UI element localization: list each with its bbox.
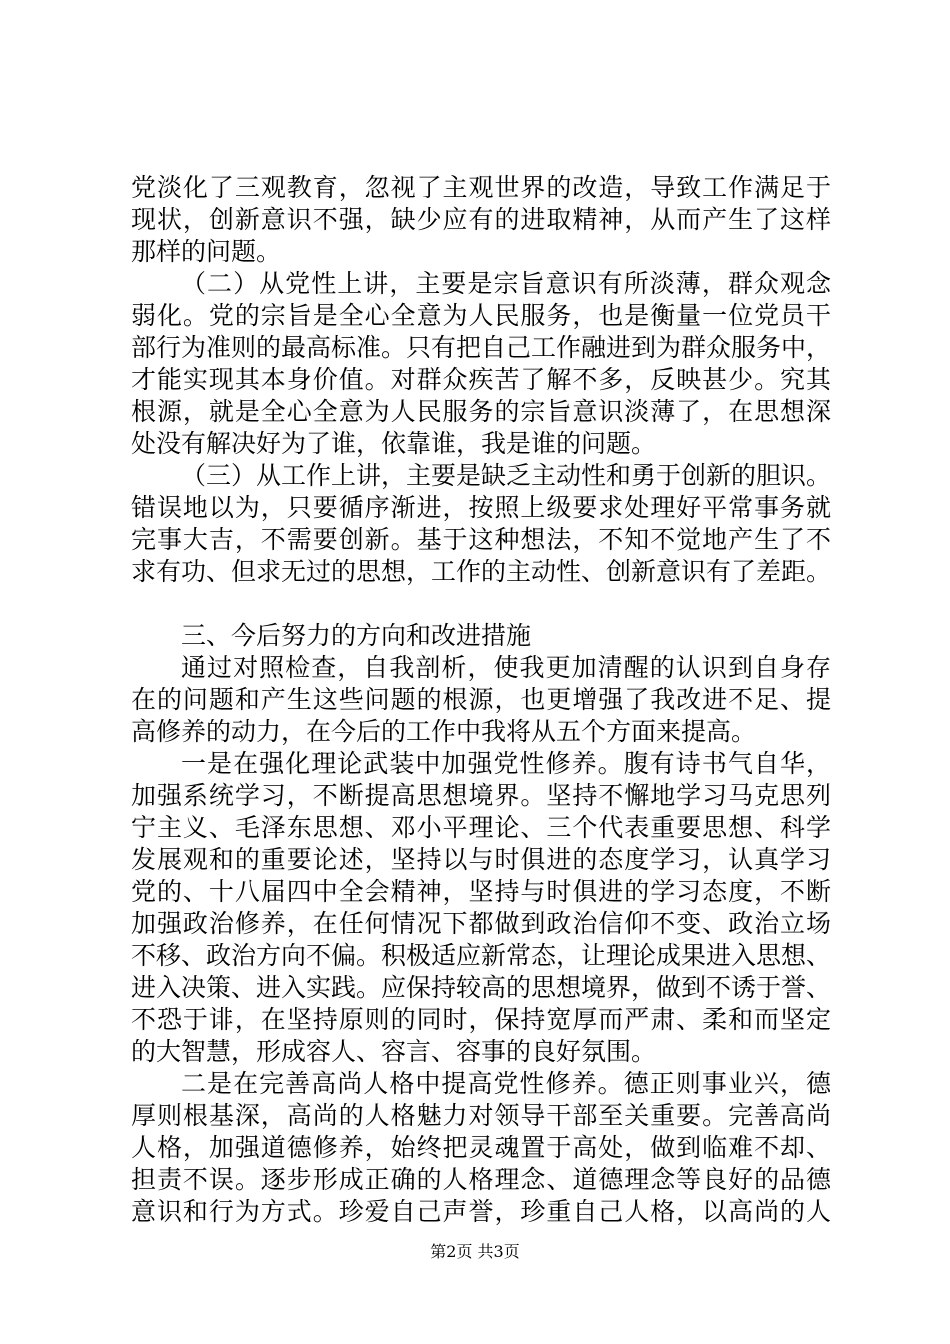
text-line: 加强政治修养，在任何情况下都做到政治信仰不变、政治立场 — [131, 909, 831, 938]
text-line: 加强系统学习，不断提高思想境界。坚持不懈地学习马克思列 — [131, 781, 831, 810]
text-line: 弱化。党的宗旨是全心全意为人民服务，也是衡量一位党员干 — [131, 301, 831, 330]
paragraph-intro-measures — [131, 652, 831, 748]
paragraph-continuation — [131, 172, 831, 268]
text-line: 处没有解决好为了谁，依靠谁，我是谁的问题。 — [131, 429, 657, 458]
text-line: 根源，就是全心全意为人民服务的宗旨意识淡薄了，在思想深 — [131, 397, 831, 426]
text-line: （二）从党性上讲，主要是宗旨意识有所淡薄，群众观念 — [181, 269, 831, 298]
text-line: 意识和行为方式。珍爱自己声誉，珍重自己人格，以高尚的人 — [131, 1197, 831, 1226]
text-line: 完事大吉，不需要创新。基于这种想法，不知不觉地产生了不 — [131, 525, 831, 554]
text-line: 的大智慧，形成容人、容言、容事的良好氛围。 — [131, 1037, 657, 1066]
text-line: 现状，创新意识不强，缺少应有的进取精神，从而产生了这样 — [131, 205, 831, 234]
text-line: 不移、政治方向不偏。积极适应新常态，让理论成果进入思想、 — [131, 941, 832, 970]
text-line: 二是在完善高尚人格中提高党性修养。德正则事业兴，德 — [181, 1069, 831, 1098]
heading-text: 三、今后努力的方向和改进措施 — [181, 621, 532, 650]
page-number-footer: 第2页 共3页 — [430, 1242, 520, 1261]
text-line: 通过对照检查，自我剖析，使我更加清醒的认识到自身存 — [181, 653, 831, 682]
paragraph-work — [131, 460, 831, 588]
text-line: 一是在强化理论武装中加强党性修养。腹有诗书气自华， — [181, 749, 831, 778]
paragraph-theory — [131, 748, 831, 1068]
text-line: 求有功、但求无过的思想，工作的主动性、创新意识有了差距。 — [131, 557, 832, 586]
text-line: 党的、十八届四中全会精神，坚持与时俱进的学习态度，不断 — [131, 877, 831, 906]
text-line: 宁主义、毛泽东思想、邓小平理论、三个代表重要思想、科学 — [131, 813, 831, 842]
text-line: 担责不误。逐步形成正确的人格理念、道德理念等良好的品德 — [131, 1165, 831, 1194]
text-line: 发展观和的重要论述，坚持以与时俱进的态度学习，认真学习 — [131, 845, 831, 874]
text-line: 党淡化了三观教育，忽视了主观世界的改造，导致工作满足于 — [131, 173, 831, 202]
text-line: 在的问题和产生这些问题的根源，也更增强了我改进不足、提 — [131, 685, 831, 714]
text-line: 进入决策、进入实践。应保持较高的思想境界，做到不诱于誉、 — [131, 973, 832, 1002]
text-line: 那样的问题。 — [131, 237, 282, 266]
text-line: 人格，加强道德修养，始终把灵魂置于高处，做到临难不却、 — [131, 1133, 831, 1162]
document-body — [131, 172, 831, 1228]
text-line: 不恐于诽，在坚持原则的同时，保持宽厚而严肃、柔和而坚定 — [131, 1005, 831, 1034]
text-line: 厚则根基深，高尚的人格魅力对领导干部至关重要。完善高尚 — [131, 1101, 831, 1130]
paragraph-party-spirit — [131, 268, 831, 460]
text-line: 高修养的动力，在今后的工作中我将从五个方面来提高。 — [131, 717, 757, 746]
text-line: 才能实现其本身价值。对群众疾苦了解不多，反映甚少。究其 — [131, 365, 831, 394]
text-line: 部行为准则的最高标准。只有把自己工作融进到为群众服务中， — [131, 333, 832, 362]
blank-line — [131, 588, 831, 620]
section-heading — [131, 620, 831, 652]
paragraph-character — [131, 1068, 831, 1228]
text-line: 错误地以为，只要循序渐进，按照上级要求处理好平常事务就 — [131, 493, 831, 522]
text-line: （三）从工作上讲，主要是缺乏主动性和勇于创新的胆识。 — [181, 461, 832, 490]
